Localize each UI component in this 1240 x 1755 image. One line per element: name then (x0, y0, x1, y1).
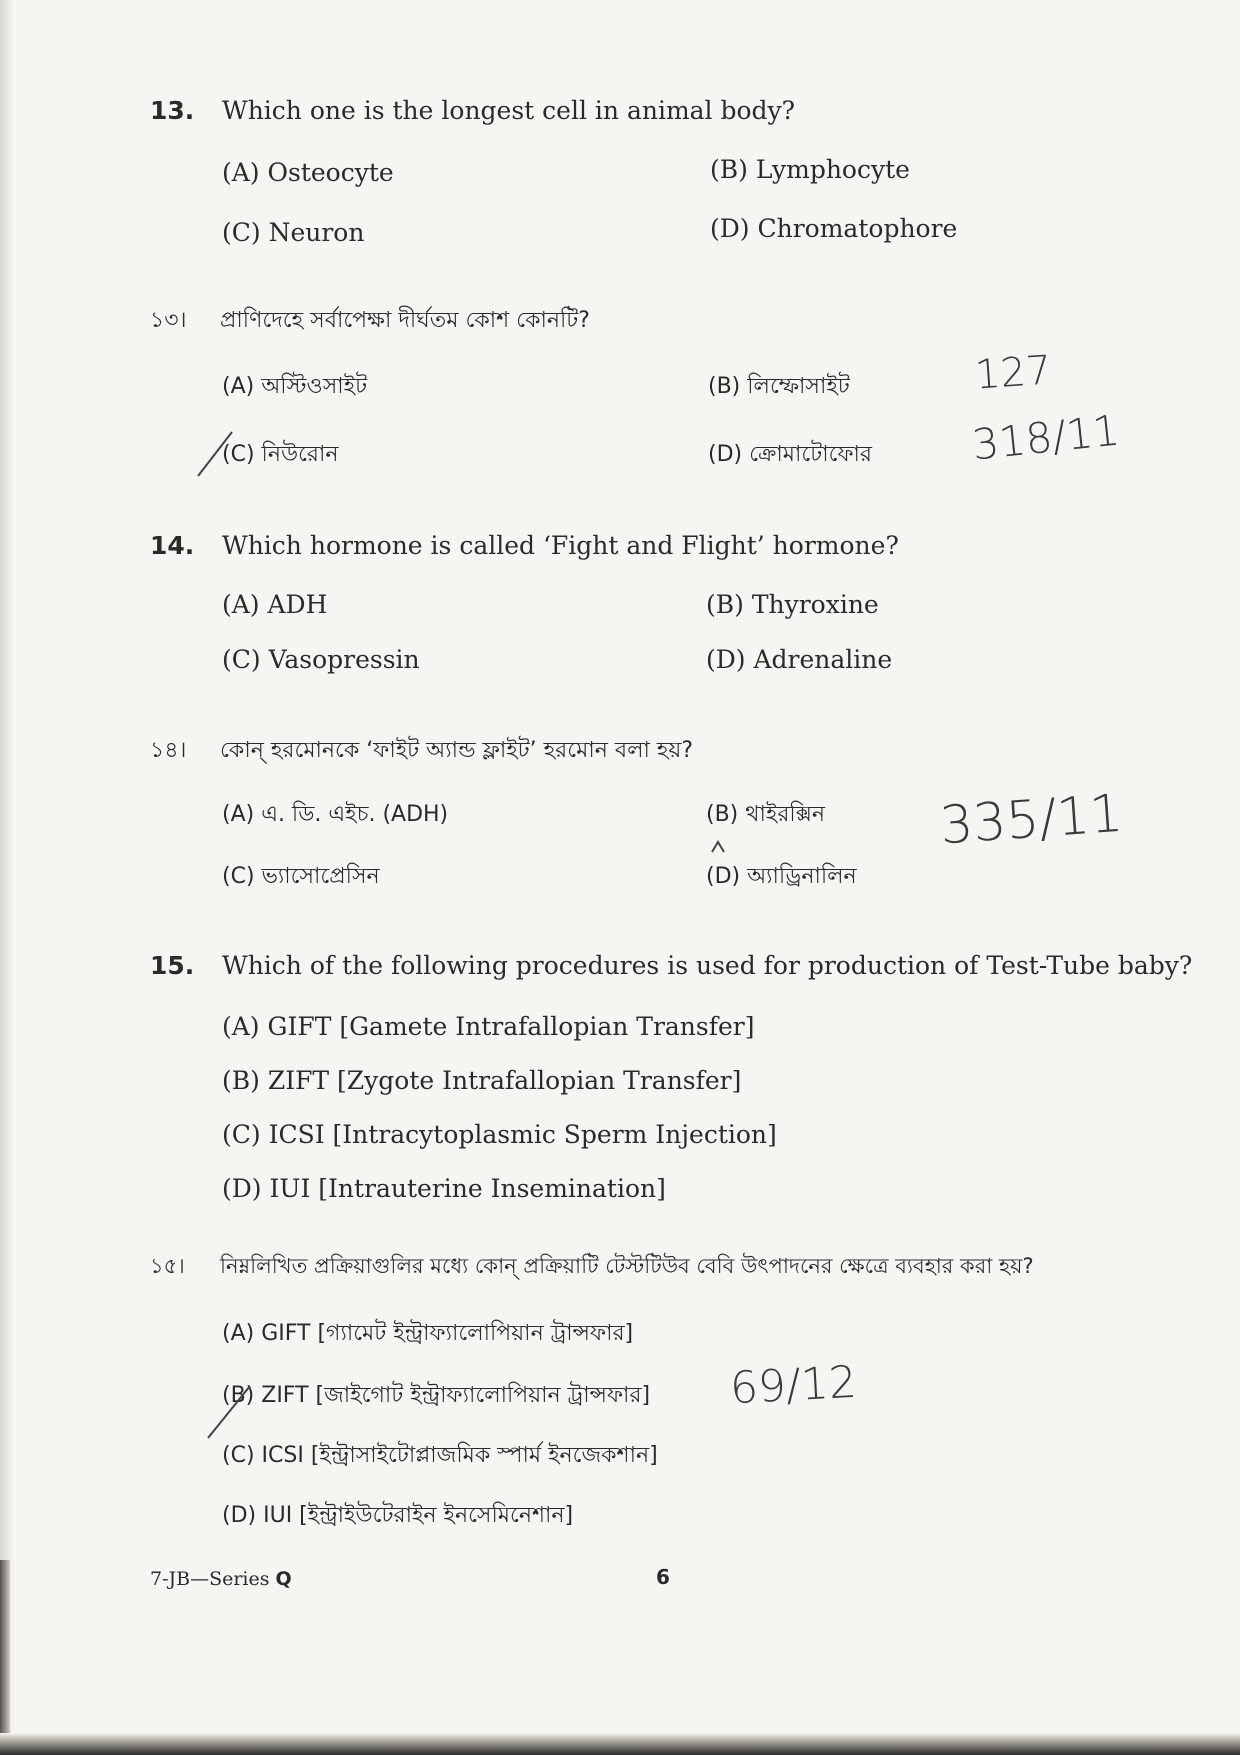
question-number: 13. (150, 96, 195, 125)
page-edge-shadow (0, 0, 14, 1755)
question-15 (150, 951, 1192, 980)
option-15-c: (C) ICSI [Intracytoplasmic Sperm Injection] (222, 1120, 777, 1149)
question-number: 14. (150, 531, 195, 560)
handwritten-note: 127 (973, 347, 1053, 399)
option-15-d: (D) IUI [Intrauterine Insemination] (222, 1174, 666, 1203)
option-15-a: (A) GIFT [Gamete Intrafallopian Transfer] (222, 1012, 755, 1041)
option-13-d: (D) Chromatophore (710, 214, 958, 243)
question-number: 15. (150, 951, 195, 980)
option-15bn-b: (B) ZIFT [জাইগোট ইন্ট্রাফ্যালোপিয়ান ট্রান্সফার] (222, 1383, 651, 1408)
option-13bn-a: (A) অস্টিওসাইট (222, 374, 368, 399)
question-text: কোন্ হরমোনকে ‘ফাইট অ্যান্ড ফ্লাইট’ হরমোন বলা হয়? (220, 738, 694, 763)
handwritten-note: 335/11 (938, 783, 1125, 857)
question-number: ১৪। (150, 738, 187, 763)
option-14bn-a: (A) এ. ডি. এইচ. (ADH) (222, 802, 449, 827)
question-15-bn (150, 1250, 1034, 1285)
option-15bn-a: (A) GIFT [গ্যামেট ইন্ট্রাফ্যালোপিয়ান ট্রান্সফার] (222, 1321, 634, 1346)
option-14-b: (B) Thyroxine (706, 590, 879, 619)
option-14-c: (C) Vasopressin (222, 645, 420, 674)
option-14-a: (A) ADH (222, 590, 328, 619)
option-15bn-c: (C) ICSI [ইন্ট্রাসাইটোপ্লাজমিক স্পার্ম ইনজেকশান] (222, 1443, 658, 1468)
option-13-b: (B) Lymphocyte (710, 155, 910, 184)
handwritten-note: 69/12 (728, 1356, 859, 1415)
question-13-bn (150, 303, 590, 340)
series-code: 7-JB—Series Q (150, 1568, 292, 1590)
question-text: Which hormone is called ‘Fight and Flight’ hormone? (222, 531, 899, 560)
question-14-bn (150, 733, 693, 770)
option-15-b: (B) ZIFT [Zygote Intrafallopian Transfer] (222, 1066, 742, 1095)
option-13bn-d: (D) ক্রোমাটোফোর (708, 442, 873, 467)
handwritten-note: 318/11 (969, 405, 1122, 470)
question-13 (150, 96, 795, 125)
question-number: ১৫। (150, 1254, 185, 1278)
option-14-d: (D) Adrenaline (706, 645, 893, 674)
question-number: ১৩। (150, 308, 187, 333)
tick-mark-14d (712, 842, 724, 852)
series-letter: Q (275, 1568, 292, 1590)
option-13-c: (C) Neuron (222, 218, 365, 247)
option-13bn-b: (B) লিম্ফোসাইট (708, 374, 850, 399)
option-14bn-d: (D) অ্যাড্রিনালিন (706, 864, 857, 889)
option-13bn-c: (C) নিউরোন (222, 442, 339, 467)
question-14 (150, 531, 899, 560)
page-number: 6 (656, 1565, 670, 1589)
question-text: প্রাণিদেহে সর্বাপেক্ষা দীর্ঘতম কোশ কোনটি? (220, 308, 590, 333)
option-15bn-d: (D) IUI [ইন্ট্রাইউটেরাইন ইনসেমিনেশান] (222, 1503, 574, 1528)
question-text: Which of the following procedures is used for production of Test-Tube baby? (222, 951, 1193, 980)
option-14bn-c: (C) ভ্যাসোপ্রেসিন (222, 864, 380, 889)
scan-bottom-edge (0, 1733, 1240, 1755)
question-text: নিম্নলিখিত প্রক্রিয়াগুলির মধ্যে কোন্ প্রক্রিয়াটি টেস্টটিউব বেবি উৎপাদনের ক্ষেত্রে ব্যবহার করা হয়? (220, 1254, 1034, 1278)
option-13-a: (A) Osteocyte (222, 158, 394, 187)
page-edge-dark (0, 1560, 10, 1755)
option-14bn-b: (B) থাইরক্সিন (706, 802, 826, 827)
question-text: Which one is the longest cell in animal body? (222, 96, 796, 125)
